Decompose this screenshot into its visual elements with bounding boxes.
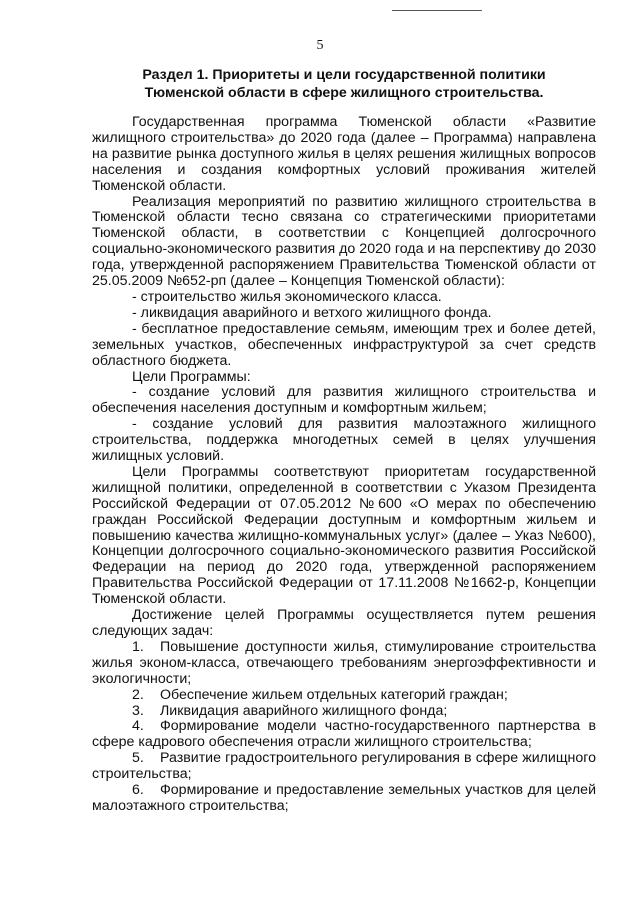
- realization-paragraph: Реализация мероприятий по развитию жилищного строительства в Тюменской области тесно связана со стратегическими приоритетами Тюменской области, в соответствии с Концепцией долгосрочного социально-экономического развития до 2020 года и на перспективу до 2030 года, утвержденной распоряжением Правительства Тюменской области от 25.05.2009 №652-рп (далее – Концепция Тюменской области):: [92, 193, 596, 290]
- priority-item: - бесплатное предоставление семьям, имеющим трех и более детей, земельных участков, обеспеченных инфраструктурой за счет средств областного бюджета.: [92, 320, 596, 369]
- top-rule: [392, 10, 482, 11]
- section-heading-line-2: Тюменской области в сфере жилищного строительства.: [144, 85, 544, 101]
- task-number: 6.: [132, 782, 144, 799]
- task-text: Развитие градостроительного регулирования в сфере жилищного строительства;: [92, 750, 596, 783]
- task-number: 1.: [132, 638, 144, 655]
- page-number: 5: [316, 38, 324, 53]
- intro-paragraph: Государственная программа Тюменской области «Развитие жилищного строительства» до 2020 года (далее – Программа) направлена на развитие рынка доступного жилья в целях решения жилищных вопросов населения и создания комфортных условий проживания жителей Тюменской области.: [92, 114, 596, 194]
- task-item: [92, 783, 596, 815]
- goals-compliance-paragraph: Цели Программы соответствуют приоритетам государственной жилищной политики, определенной в соответствии с Указом Президента Российской Федерации от 07.05.2012 №600 «О мерах по обеспечению граждан Российской Федерации доступным и комфортным жильем и повышению качества жилищно-коммунальных услуг» (далее – Указ №600), Концепции долгосрочного социально-экономического развития Российской Федерации на период до 2020 года, утвержденной распоряжением Правительства Российской Федерации от 17.11.2008 №1662-р, Концепции Тюменской области.: [92, 463, 596, 608]
- section-heading: [92, 66, 596, 102]
- goals-title: Цели Программы:: [132, 368, 251, 385]
- task-item: [92, 751, 596, 783]
- priority-item: - ликвидация аварийного и ветхого жилищного фонда.: [132, 304, 492, 321]
- tasks-intro-paragraph: Достижение целей Программы осуществляется путем решения следующих задач:: [92, 607, 596, 639]
- document-body: [92, 115, 596, 815]
- task-number: 4.: [132, 718, 144, 735]
- section-heading-line-1: Раздел 1. Приоритеты и цели государственной политики: [142, 67, 546, 83]
- goal-item: - создание условий для развития жилищного строительства и обеспечения населения доступным и комфортным жильем;: [92, 384, 596, 417]
- task-number: 3.: [132, 702, 144, 719]
- task-text: Формирование модели частно-государственного партнерства в сфере кадрового обеспечения отрасли жилищного строительства;: [92, 718, 596, 751]
- task-text: Повышение доступности жилья, стимулирование строительства жилья эконом-класса, отвечающего требованиям энергоэффективности и экологичности;: [92, 638, 596, 687]
- task-text: Формирование и предоставление земельных участков для целей малоэтажного строительства;: [92, 782, 596, 814]
- task-item: [92, 719, 596, 751]
- task-item: [92, 704, 596, 720]
- priority-item: - строительство жилья экономического класса.: [132, 288, 442, 305]
- task-number: 2.: [132, 686, 144, 703]
- task-number: 5.: [132, 750, 144, 767]
- task-text: Ликвидация аварийного жилищного фонда;: [160, 702, 448, 719]
- task-item: [92, 688, 596, 704]
- goal-item: - создание условий для развития малоэтажного жилищного строительства, поддержка многодетных семей в целях улучшения жилищных условий.: [92, 416, 596, 465]
- task-text: Обеспечение жильем отдельных категорий граждан;: [160, 686, 508, 703]
- task-item: [92, 640, 596, 688]
